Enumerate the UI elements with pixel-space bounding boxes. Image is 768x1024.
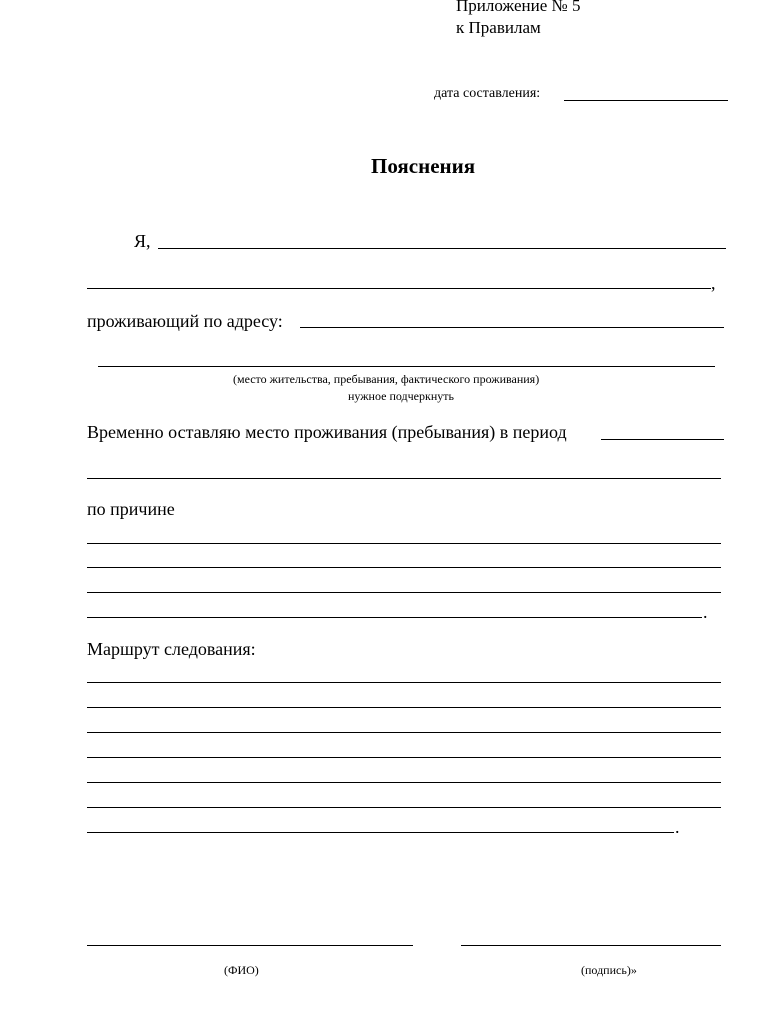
address-hint: (место жительства, пребывания, фактического проживания) [233,372,540,386]
underline-hint: нужное подчеркнуть [348,389,454,403]
route-period: . [675,817,680,837]
fio-caption: (ФИО) [224,963,259,977]
route-line-4 [87,757,721,758]
appendix-rules: к Правилам [456,18,541,37]
route-line-6 [87,807,721,808]
route-line-2 [87,707,721,708]
fio-line [87,945,413,946]
route-line-3 [87,732,721,733]
name-line-1 [158,248,726,249]
reason-line-4 [87,617,702,618]
address-label: проживающий по адресу: [87,311,283,331]
period-line-2 [87,478,721,479]
signature-line [461,945,721,946]
route-line-5 [87,782,721,783]
reason-label: по причине [87,499,175,519]
reason-line-3 [87,592,721,593]
name-comma: , [711,273,716,293]
period-label: Временно оставляю место проживания (пребывания) в период [87,422,567,442]
signature-caption: (подпись)» [581,963,637,977]
appendix-number: Приложение № 5 [456,0,581,15]
date-label: дата составления: [434,86,541,101]
address-line-1 [300,327,724,328]
period-line-1 [601,439,724,440]
reason-period: . [703,602,708,622]
reason-line-1 [87,543,721,544]
route-label: Маршрут следования: [87,639,256,659]
route-line-7 [87,832,674,833]
reason-line-2 [87,567,721,568]
name-line-2 [87,288,711,289]
page-title: Пояснения [371,154,476,178]
date-field-line [564,100,728,101]
route-line-1 [87,682,721,683]
i-label: Я, [134,231,151,251]
address-line-2 [98,366,715,367]
